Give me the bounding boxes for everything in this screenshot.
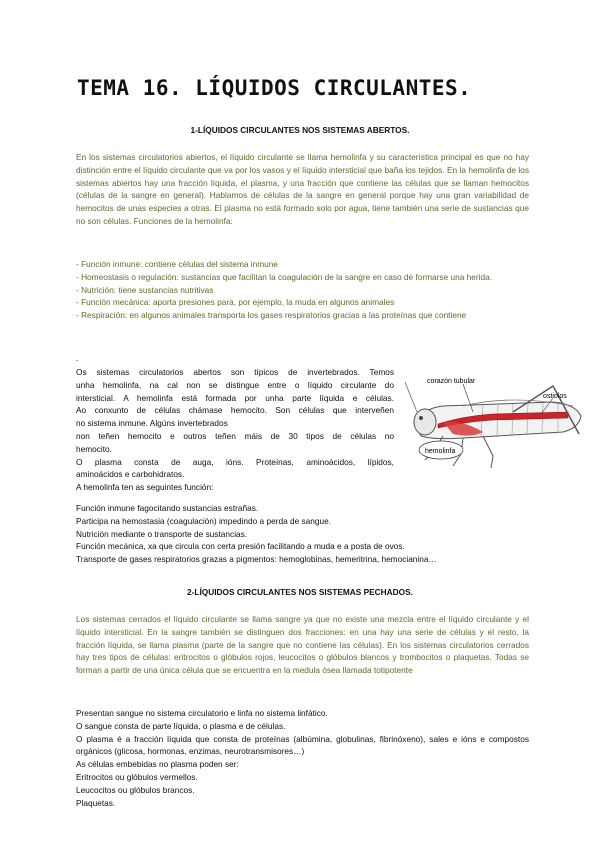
text-line: non teñen hemocito e outros teñen máis de 30 tipos de células no [76,430,394,441]
function-item: - Función inmune: contiene células del sistema inmune [76,259,278,269]
text-line: Función mecánica, xa que circula con certa presión facilitando a muda e a posta de ovos. [76,541,405,552]
function-item: - Función mecánica: aporta presiones para, por ejemplo, la muda en algunos animales [76,297,395,308]
heart-label: corazón tubular [427,378,476,385]
text-line: Nutrición mediante o transporte de sustancias. [76,528,248,539]
text-line: Leucocitos ou glóbulos brancos. [76,784,195,795]
function-item: - Homeostasis o regulación: sustancias que facilitan la coagulación de la sangre en caso de formarse una herida. [76,271,493,282]
text-line: Eritrocitos ou glóbulos vermellos. [76,771,198,782]
text-line: O plasma é a fracción líquida que consta de proteínas (albúmina, globulinas, fibrinóxeno), sales e ións e compostos orgánicos (glicosa, hormonas, enzimas, neurotransmisores…) [76,733,529,757]
text-line: O plasma consta de auga, ións. Proteínas, aminoácidos, lípidos, [76,456,394,467]
hemolymph-functions-list [76,258,529,322]
text-line: aminoácidos e carbohidratos. [76,469,185,480]
grasshopper-illustration [403,372,589,474]
text-line: Transporte de gases respiratorios grazas a pigmentos: hemoglobinas, hemeritrina, hemocianina… [76,554,437,565]
section-1-intro: En los sistemas circulatorios abiertos, el líquido circulante se llama hemolinfa y su característica principal es que no hay distinción entre el líquido circulante que va por los vasos y el líquido intersticial que baña los tejidos. En la hemolinfa de los sistemas abiertos hay una fracción líquida, el plasma, y una fracción que contiene las células que se llaman hemocitos (células de la sangre en general). Hablamos de células de la sangre en general porque hay una gran variabilidad de hemocitos de unas especies a otras. El plasma no está formado solo por agua, tiene también una serie de sustancias que no son células. Funciones de la hemolinfa: [76,152,529,226]
galician-closed-systems-text [76,707,529,809]
page-title: TEMA 16. LÍQUIDOS CIRCULANTES. [77,76,472,100]
grasshopper-circulatory-figure [403,372,589,474]
text-line: no sistema inmune. Algúns invertebrados [76,418,228,429]
stray-dot: . [76,353,79,363]
text-line: Presentan sangue no sistema circulatorio e linfa no sistema linfático. [76,708,328,718]
text-line: unha hemolinfa, na cal non se distingue entre o líquido circulante do [76,379,394,390]
text-line: intersticial. A hemolinfa está formada por unha parte líquida e células. [76,392,394,403]
hemolymph-label: hemolinfa [425,448,456,455]
text-line: A hemolinfa ten as seguintes función: [76,482,214,493]
text-line: Ao conxunto de células chámase hemocito. Son células que interveñen [76,405,394,416]
section-2-heading: 2-LÍQUIDOS CIRCULANTES NOS SISTEMAS PECHADOS. [187,587,413,597]
ostioles-label: ostiolos [543,393,567,400]
section-2-intro: Los sistemas cerrados el líquido circulante se llama sangre ya que no existe una mezcla entre el líquido circulante y el líquido intersticial. En la sangre también se distinguen dos fracciones: en una hay una serie de células y el resto, la fracción líquida, se llama plasma (parte de la sangre que no contiene las células). En los sistemas circulatorios cerrados hay tres tipos de células: eritrocitos o glóbulos rojos, leucocitos o glóbulos blancos y trombocitos o plaquetas. Todas se forman a partir de una única célula que se encuentra en la medula ósea llamada totipotente [76,614,529,676]
text-line: Plaquetas. [76,797,116,808]
function-item: - Nutrición: tiene sustancias nutritivas [76,284,214,295]
text-line: Os sistemas circulatorios abertos son típicos de invertebrados. Temos [76,367,394,377]
text-line: Función inmune fagocitando sustancias estrañas. [76,503,259,513]
text-line: O sangue consta de parte líquida, o plasma e de células. [76,720,286,731]
text-line: As células embebidas no plasma poden ser: [76,759,239,770]
galician-open-systems-text [76,366,394,494]
text-line: Participa na hemostasia (coagulación) impedindo a perda de sangue. [76,515,332,526]
galician-functions-list [76,502,536,566]
section-1-heading: 1-LÍQUIDOS CIRCULANTES NOS SISTEMAS ABERTOS. [190,125,410,135]
text-line: hemocito. [76,443,112,454]
function-item: - Respiración: en algunos animales transporta los gases respiratorios gracias a las proteínas que contiene [76,310,467,321]
